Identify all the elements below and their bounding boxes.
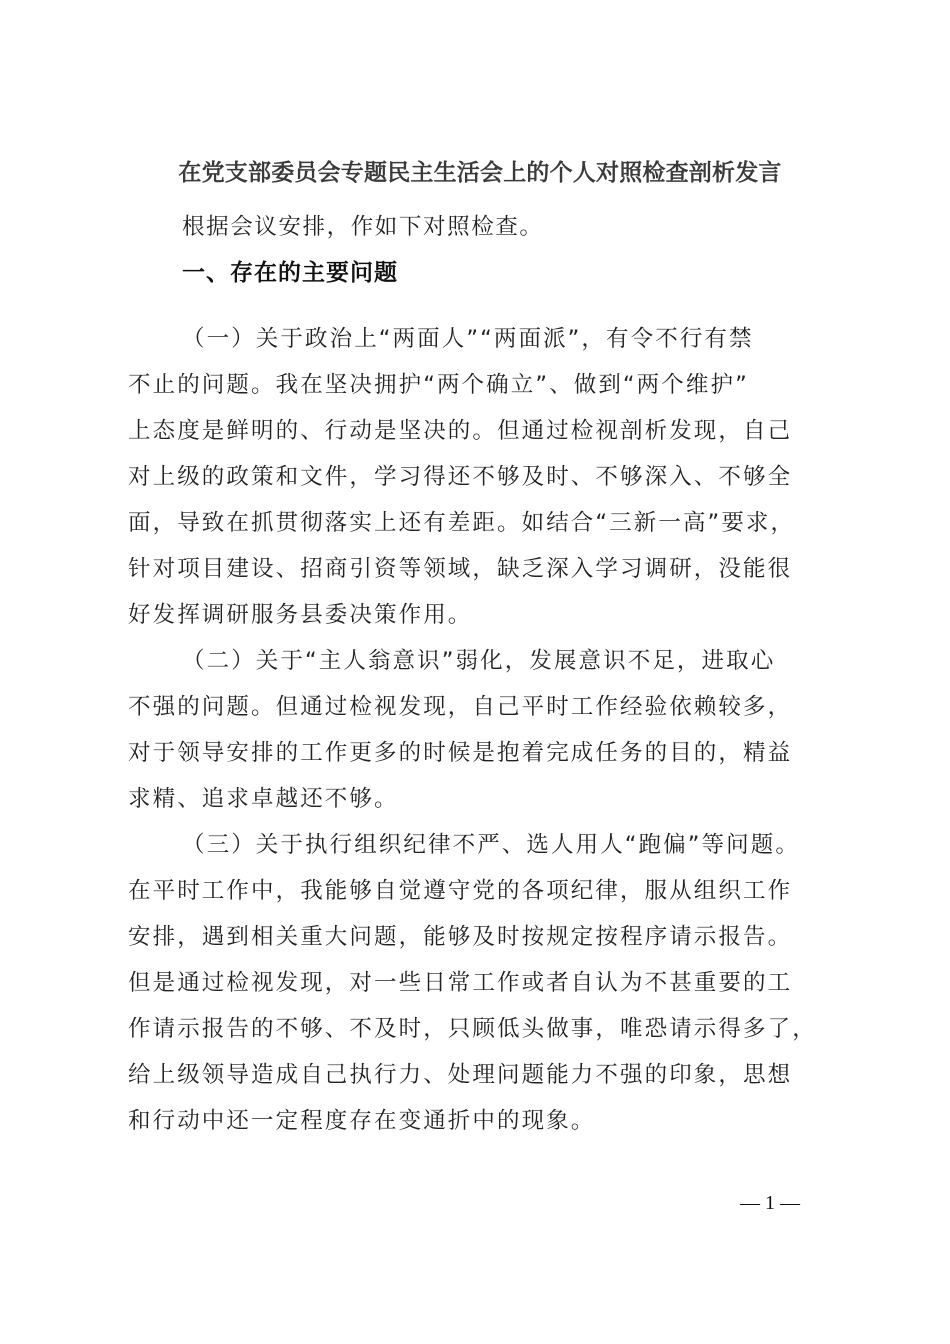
paragraph-line: （二）关于“主人翁意识”弱化，发展意识不足，进取心 — [182, 648, 776, 674]
paragraph-line: （一）关于政治上“两面人”“两面派”，有令不行有禁 — [182, 326, 754, 352]
paragraph-line: 针对项目建设、招商引资等领域，缺乏深入学习调研，没能很 — [128, 556, 793, 582]
paragraph-line: 对于领导安排的工作更多的时候是抱着完成任务的目的，精益 — [128, 740, 793, 766]
paragraph-line: 上态度是鲜明的、行动是坚决的。但通过检视剖析发现，自己 — [128, 418, 793, 444]
paragraph-line: 面，导致在抓贯彻落实上还有差距。如结合“三新一高”要求， — [128, 510, 796, 536]
paragraph-line: 不止的问题。我在坚决拥护“两个确立”、做到“两个维护” — [128, 372, 749, 398]
document-title: 在党支部委员会专题民主生活会上的个人对照检查剖析发言 — [178, 159, 782, 186]
paragraph-line: 好发挥调研服务县委决策作用。 — [128, 602, 473, 628]
paragraph-line: 但是通过检视发现，对一些日常工作或者自认为不甚重要的工 — [128, 970, 793, 996]
paragraph-line: 不强的问题。但通过检视发现，自己平时工作经验依赖较多， — [128, 694, 793, 720]
paragraph-line: 在平时工作中，我能够自觉遵守党的各项纪律，服从组织工作 — [128, 878, 793, 904]
paragraph-line: 作请示报告的不够、不及时，只顾低头做事，唯恐请示得多了， — [128, 1016, 817, 1042]
paragraph-line: 求精、追求卓越还不够。 — [128, 786, 399, 812]
paragraph-line: （三）关于执行组织纪律不严、选人用人“跑偏”等问题。 — [182, 832, 800, 858]
paragraph-line: 安排，遇到相关重大问题，能够及时按规定按程序请示报告。 — [128, 924, 793, 950]
paragraph-line: 给上级领导造成自己执行力、处理问题能力不强的印象，思想 — [128, 1062, 793, 1088]
page-number: — 1 — — [740, 1192, 800, 1214]
section-heading: 一、存在的主要问题 — [182, 260, 398, 286]
paragraph-line: 对上级的政策和文件，学习得还不够及时、不够深入、不够全 — [128, 464, 793, 490]
intro-paragraph: 根据会议安排，作如下对照检查。 — [182, 214, 544, 240]
paragraph-line: 和行动中还一定程度存在变通折中的现象。 — [128, 1108, 596, 1134]
